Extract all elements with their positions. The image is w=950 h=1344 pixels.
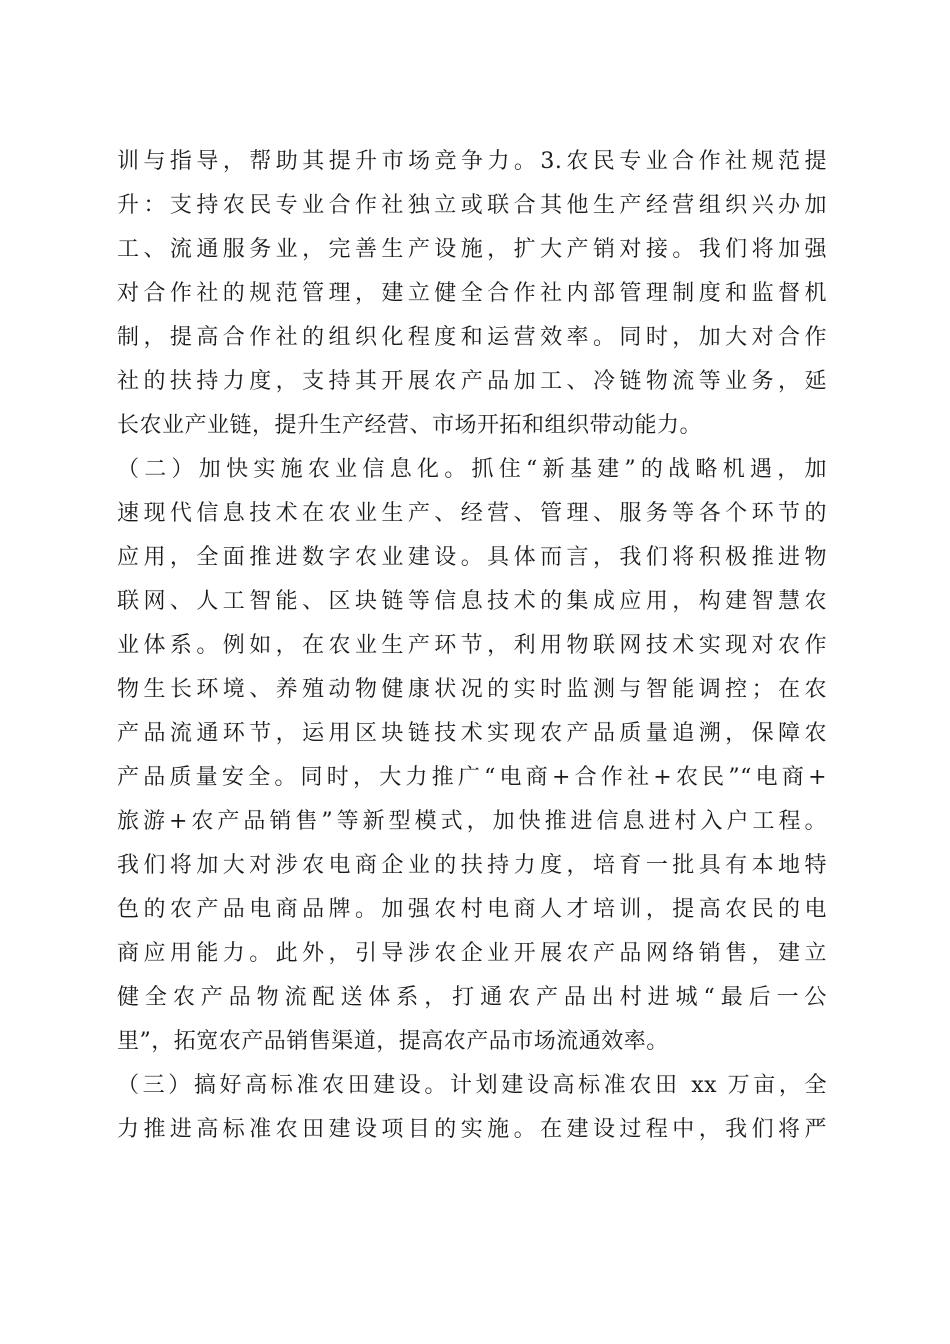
text-line: 训与指导，帮助其提升市场竞争力。3.农民专业合作社规范提 (117, 149, 827, 174)
text-line: 升：支持农民专业合作社独立或联合其他生产经营组织兴办加 (117, 193, 827, 218)
text-line: 对合作社的规范管理，建立健全合作社内部管理制度和监督机 (117, 281, 827, 306)
text-line: 工、流通服务业，完善生产设施，扩大产销对接。我们将加强 (117, 237, 827, 262)
text-line: 力推进高标准农田建设项目的实施。在建设过程中，我们将严 (117, 1117, 827, 1142)
text-line: 产品流通环节，运用区块链技术实现农产品质量追溯，保障农 (117, 721, 827, 746)
body-text (117, 140, 827, 1152)
text-line: 物生长环境、养殖动物健康状况的实时监测与智能调控；在农 (117, 677, 827, 702)
text-line: 长农业产业链，提升生产经营、市场开拓和组织带动能力。 (117, 413, 703, 438)
text-line: 产品质量安全。同时，大力推广“电商+合作社+农民”“电商+ (117, 765, 827, 790)
text-line: 制，提高合作社的组织化程度和运营效率。同时，加大对合作 (117, 325, 827, 350)
text-line: 商应用能力。此外，引导涉农企业开展农产品网络销售，建立 (117, 941, 827, 966)
text-line: 速现代信息技术在农业生产、经营、管理、服务等各个环节的 (117, 501, 827, 526)
text-line: 应用，全面推进数字农业建设。具体而言，我们将积极推进物 (117, 545, 827, 570)
text-line: （三）搞好高标准农田建设。计划建设高标准农田 xx 万亩，全 (117, 1073, 827, 1098)
text-line: 健全农产品物流配送体系，打通农产品出村进城“最后一公 (117, 985, 827, 1010)
text-line: 里”，拓宽农产品销售渠道，提高农产品市场流通效率。 (117, 1029, 669, 1054)
text-line: 旅游+农产品销售”等新型模式，加快推进信息进村入户工程。 (117, 809, 827, 834)
text-line: 联网、人工智能、区块链等信息技术的集成应用，构建智慧农 (117, 589, 827, 614)
text-line: 色的农产品电商品牌。加强农村电商人才培训，提高农民的电 (117, 897, 827, 922)
text-line: 社的扶持力度，支持其开展农产品加工、冷链物流等业务，延 (117, 369, 827, 394)
text-line: 业体系。例如，在农业生产环节，利用物联网技术实现对农作 (117, 633, 827, 658)
text-line: （二）加快实施农业信息化。抓住“新基建”的战略机遇，加 (117, 457, 827, 482)
text-line: 我们将加大对涉农电商企业的扶持力度，培育一批具有本地特 (117, 853, 827, 878)
